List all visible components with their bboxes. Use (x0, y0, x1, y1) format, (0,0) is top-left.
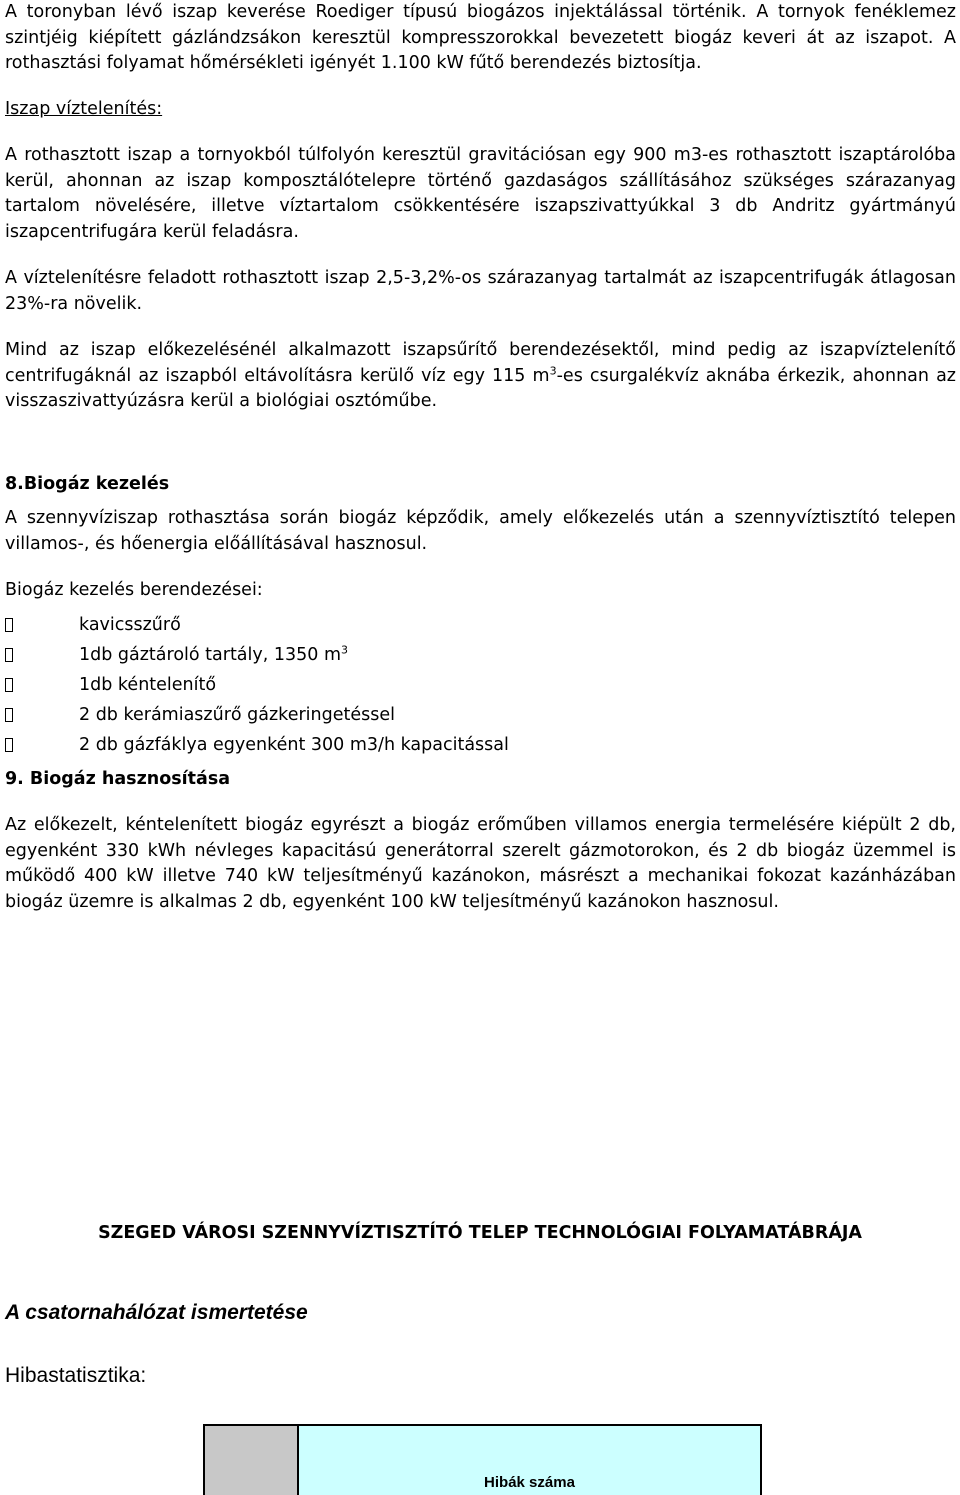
bullet-icon (5, 738, 13, 752)
equipment-list-heading: Biogáz kezelés berendezései: (5, 580, 263, 600)
table-header-cell (299, 1426, 760, 1495)
dewatering-heading: Iszap víztelenítés: (5, 98, 163, 119)
section-9-paragraph: Az előkezelt, kéntelenített biogáz egyrészt a biogáz erőműben villamos energia termelésére kiépült 2 db, egyenként 330 kWh névleges kapacitású generátorral szerelt gázmotorokon, és 2 db biogáz üzemmel is működő 400 kW illetve 740 kW teljesítményű kazánokon, másrészt a mechanikai fokozat kazánházában biogáz üzemre is alkalmas 2 db, egyenként 100 kW teljesítményű kazánokon hasznosul. (5, 815, 956, 912)
equipment-list (5, 610, 956, 760)
bullet-icon (5, 648, 13, 662)
intro-paragraph: A toronyban lévő iszap keverése Roediger típusú biogázos injektálással történik. A tornyok fenéklemez szintjéig kiépített gázlándzsákon keresztül kompresszorokkal bevezetett biogáz keveri át az iszapot. A rothasztási folyamat hőmérsékleti igényét 1.100 kW fűtő berendezés biztosítja. (5, 2, 956, 73)
flow-diagram-title: SZEGED VÁROSI SZENNYVÍZTISZTÍTÓ TELEP TECHNOLÓGIAI FOLYAMATÁBRÁJA (98, 1223, 862, 1243)
section-8-paragraph: A szennyvíziszap rothasztása során biogáz képződik, amely előkezelés után a szennyvíztisztító telepen villamos-, és hőenergia előállításával hasznosul. (5, 508, 956, 554)
section-9-title: 9. Biogáz hasznosítása (5, 768, 231, 789)
dewatering-paragraph-1: A rothasztott iszap a tornyokból túlfolyón keresztül gravitációsan egy 900 m3-es rothasztott iszaptárolóba kerül, ahonnan az iszap komposztálótelepre történő gazdaságos szállításához szükséges szárazanyag tartalom növelésére, illetve víztartalom csökkentésére iszapszivattyúkkal 3 db Andritz gyártmányú iszapcentrifugára kerül feladásra. (5, 145, 956, 242)
statistics-label: Hibastatisztika: (5, 1364, 147, 1387)
list-item: 1db kéntelenítő (5, 670, 956, 700)
error-statistics-table (203, 1424, 762, 1495)
network-section-title: A csatornahálózat ismertetése (5, 1301, 308, 1324)
table-header-label: Hibák száma (484, 1473, 575, 1491)
dewatering-paragraph-2: A víztelenítésre feladott rothasztott iszap 2,5-3,2%-os szárazanyag tartalmát az iszapcentrifugák átlagosan 23%-ra növelik. (5, 268, 956, 314)
dewatering-paragraph-3: Mind az iszap előkezelésénél alkalmazott iszapsűrítő berendezésektől, mind pedig az iszapvíztelenítő centrifugáknál az iszapból eltávolításra kerülő víz egy 115 $m^3-es$ csurgalékvíz aknába érkezik, ahonnan az visszaszivattyúzásra kerül a biológiai osztóműbe. (5, 340, 956, 411)
document-page (5, 0, 956, 915)
bullet-icon (5, 618, 13, 632)
list-item: 2 db kerámiaszűrő gázkeringetéssel (5, 700, 956, 730)
bullet-icon (5, 708, 13, 722)
list-item: kavicsszűrő (5, 610, 956, 640)
bullet-icon (5, 678, 13, 692)
section-8-title: 8.Biogáz kezelés (5, 473, 170, 494)
list-item: 2 db gázfáklya egyenként 300 m3/h kapacitással (5, 730, 956, 760)
list-item: 1db gáztároló tartály, 1350 $m^3$ (5, 640, 956, 670)
table-corner-cell (205, 1426, 299, 1495)
